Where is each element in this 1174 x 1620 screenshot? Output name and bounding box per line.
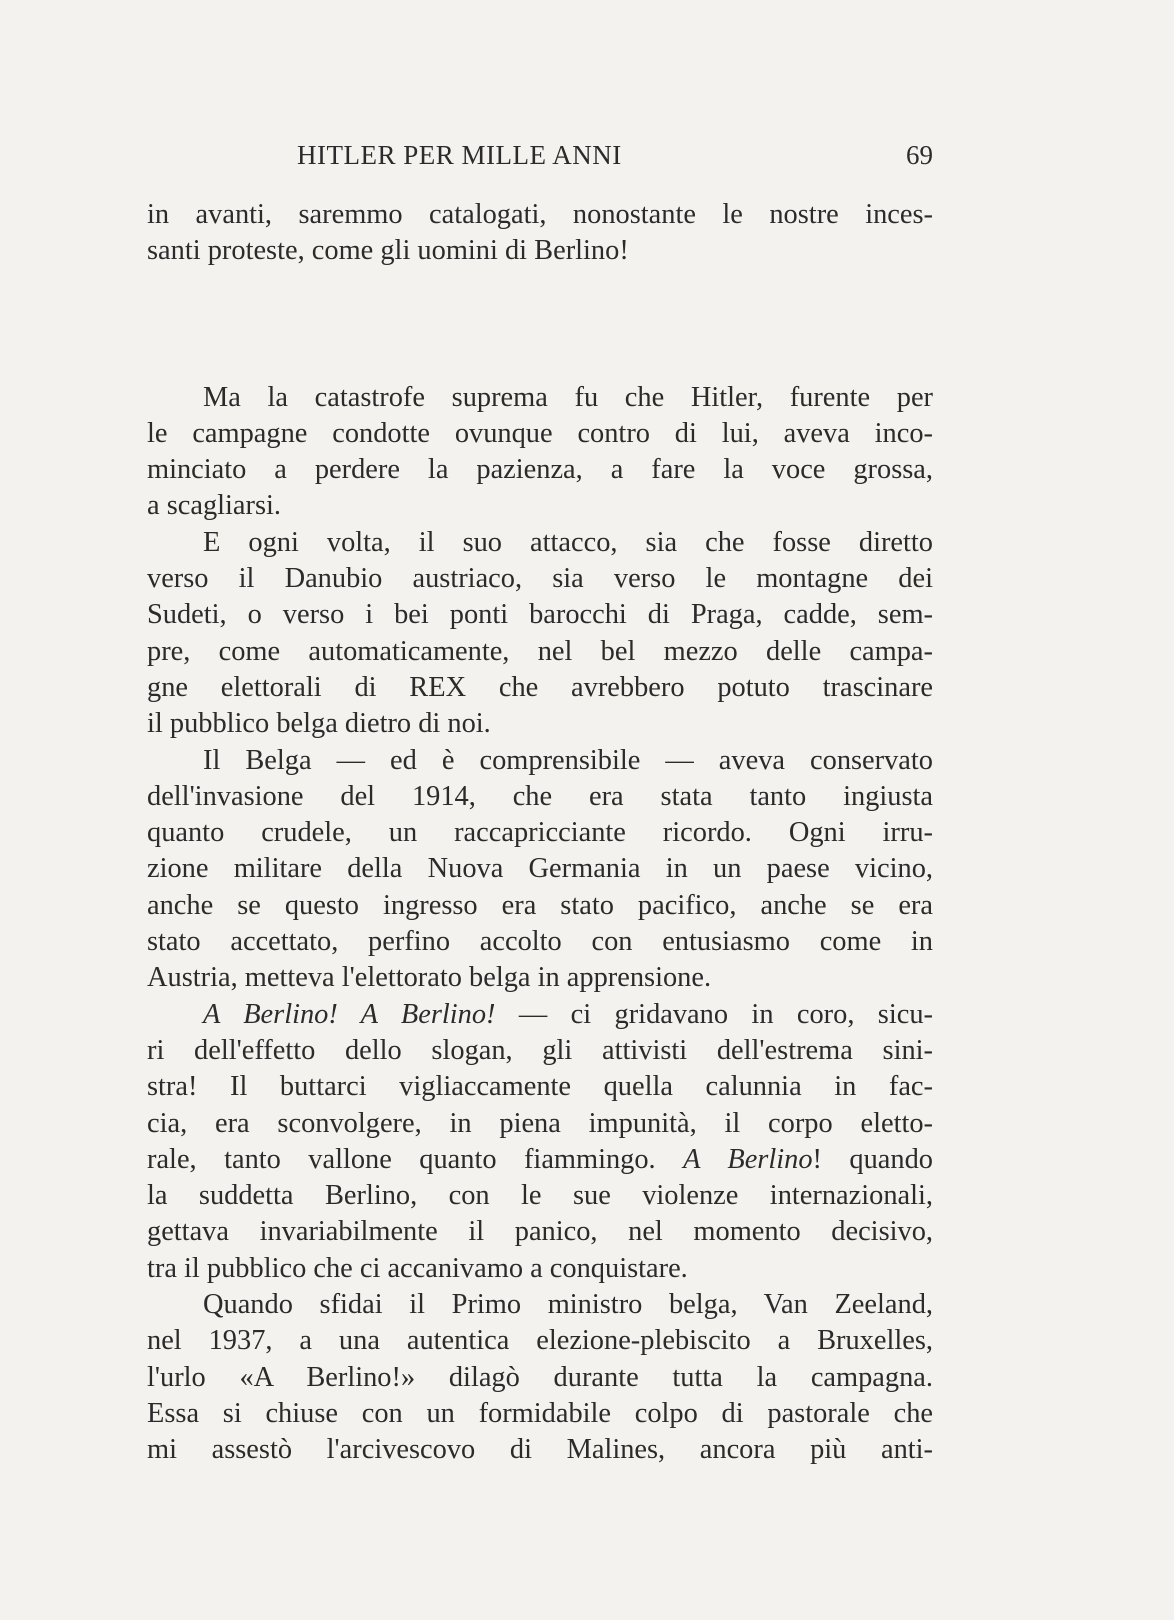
text-line: il pubblico belga dietro di noi. [147,708,491,740]
text-line [147,997,933,1033]
text-line: gne elettorali di REX che avrebbero potuto trascinare [147,671,933,703]
text-line: la suddetta Berlino, con le sue violenze internazionali, [147,1180,933,1212]
page-number: 69 [906,140,933,170]
running-title: HITLER PER MILLE ANNI [297,140,622,170]
text-line: Il Belga — ed è comprensibile — aveva conservato [203,744,933,776]
text-line [147,1142,933,1178]
text-line: pre, come automaticamente, nel bel mezzo delle campa- [147,635,933,667]
text-fragment: — ci gridavano in coro, sicu- [495,998,933,1030]
text-line: Quando sfidai il Primo ministro belga, Van Zeeland, [203,1289,933,1321]
text-fragment: rale, tanto vallone quanto fiammingo. [147,1143,684,1175]
text-line: Austria, metteva l'elettorato belga in apprensione. [147,962,712,994]
section-break [147,270,933,380]
text-line: in avanti, saremmo catalogati, nonostante le nostre inces- [147,199,933,230]
text-line: zione militare della Nuova Germania in un paese vicino, [147,853,933,885]
text-line: anche se questo ingresso era stato pacifico, anche se era [147,889,933,921]
text-line: E ogni volta, il suo attacco, sia che fosse diretto [203,526,933,558]
italic-text: A Berlino! A Berlino! [203,998,496,1030]
text-line: dell'invasione del 1914, che era stata tanto ingiusta [147,780,933,812]
text-line: nel 1937, a una autentica elezione-plebiscito a Bruxelles, [147,1325,933,1357]
text-line: santi proteste, come gli uomini di Berlino! [147,235,629,267]
text-line: Ma la catastrofe suprema fu che Hitler, furente per [203,381,933,413]
text-line: Sudeti, o verso i bei ponti barocchi di Praga, cadde, sem- [147,599,933,631]
italic-text: A Berlino [683,1143,813,1175]
text-line: l'urlo «A Berlino!» dilagò durante tutta la campagna. [147,1361,933,1393]
text-line: ri dell'effetto dello slogan, gli attivisti dell'estrema sini- [147,1034,933,1066]
text-line: a scagliarsi. [147,490,282,522]
text-line: Essa si chiuse con un formidabile colpo di pastorale che [147,1397,933,1429]
text-fragment: ! quando [812,1143,933,1175]
text-line: stra! Il buttarci vigliaccamente quella calunnia in fac- [147,1071,933,1103]
text-line: stato accettato, perfino accolto con entusiasmo come in [147,926,933,958]
text-line: quanto crudele, un raccapricciante ricordo. Ogni irru- [147,817,933,849]
text-line: mi assestò l'arcivescovo di Malines, ancora più anti- [147,1434,933,1466]
text-line: tra il pubblico che ci accanivamo a conquistare. [147,1252,688,1284]
text-line: cia, era sconvolgere, in piena impunità, il corpo eletto- [147,1107,933,1139]
text-line: le campagne condotte ovunque contro di lui, aveva inco- [147,417,933,449]
page-header [147,134,933,174]
page-body [147,197,933,1469]
text-line: minciato a perdere la pazienza, a fare la voce grossa, [147,454,933,486]
text-line: verso il Danubio austriaco, sia verso le montagne dei [147,563,933,595]
text-line: gettava invariabilmente il panico, nel momento decisivo, [147,1216,933,1248]
